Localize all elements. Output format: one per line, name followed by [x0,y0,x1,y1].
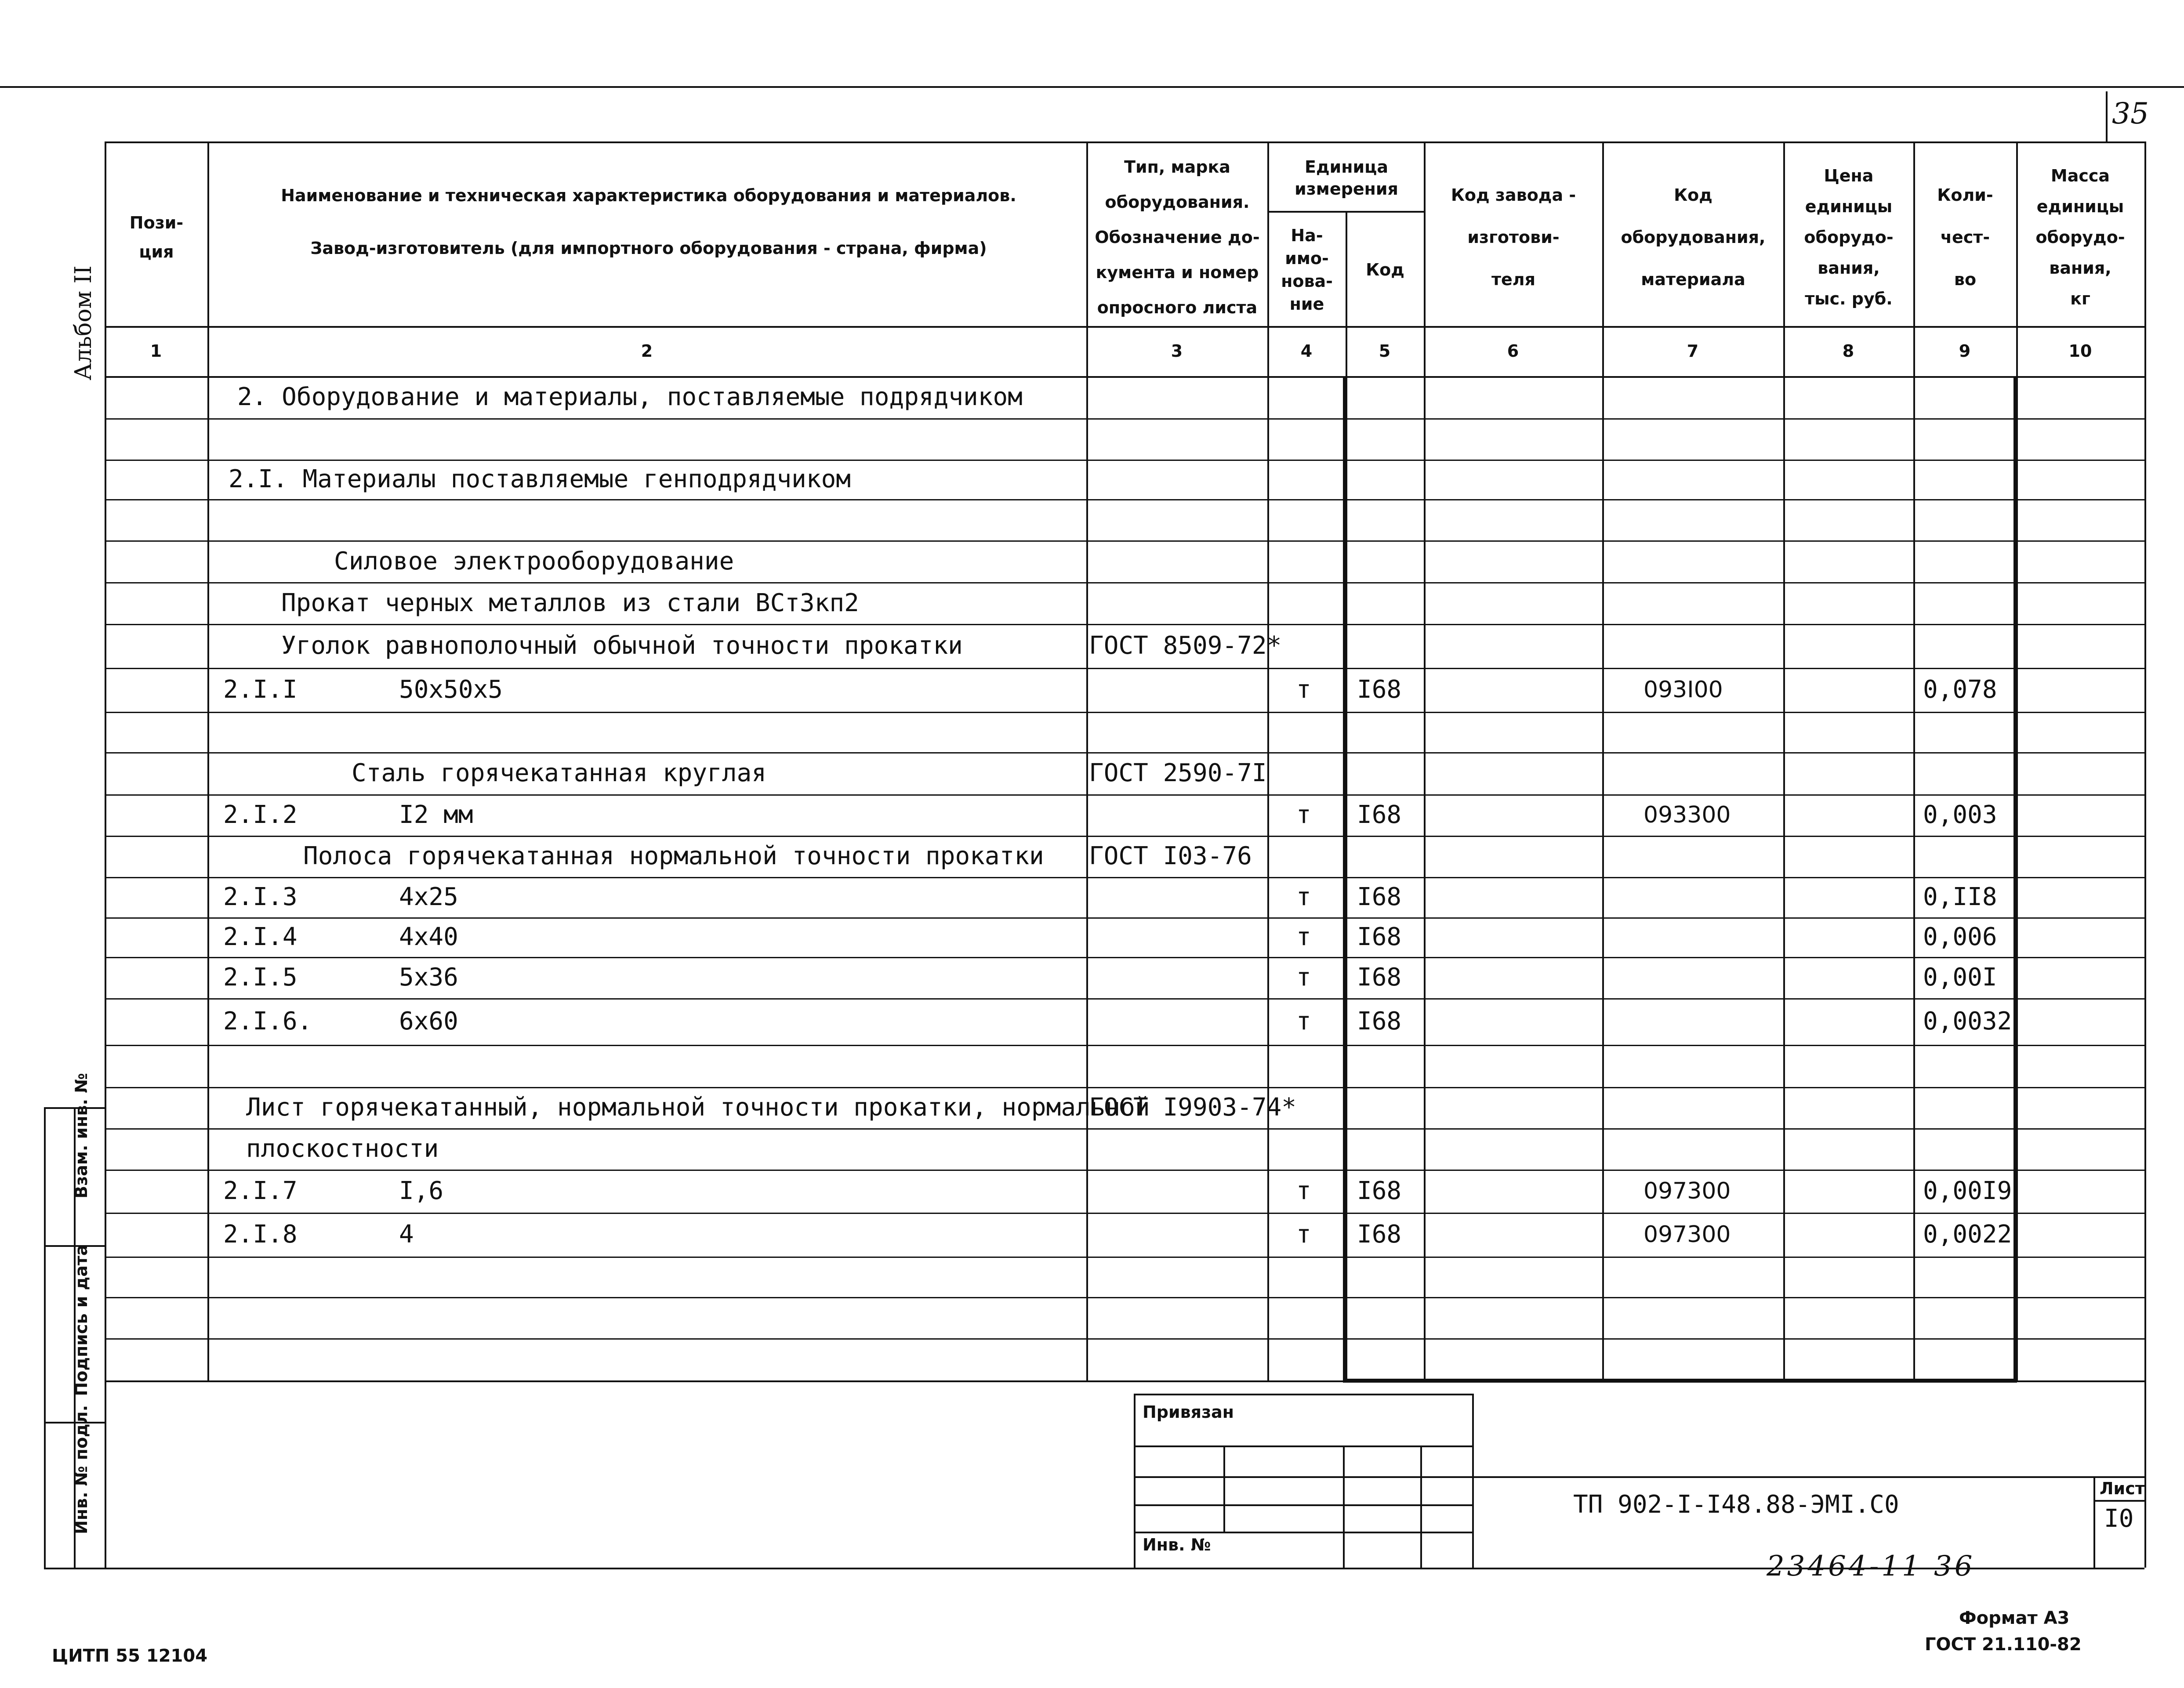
side-stamp-left [44,1107,46,1568]
cell-quantity: 0,006 [1923,923,1997,951]
side-stamp-signature-date: Подпись и дата [72,1244,91,1396]
page-top-border [0,86,2184,88]
column-number-2: 2 [641,341,653,361]
tb-col3 [1420,1445,1422,1568]
cell-name: 6х60 [399,1007,458,1036]
side-stamp-div1 [44,1245,105,1247]
row-line [105,1128,2144,1130]
cell-position: 2.I.6. [223,1007,312,1036]
row-line [105,957,2144,958]
column-number-9: 9 [1959,341,1971,361]
row-line [105,1045,2144,1046]
block-left-thick [1343,376,1347,1380]
row-line [105,1297,2144,1298]
cell-quantity: 0,078 [1923,675,1997,704]
tb-top [1134,1394,1472,1395]
document-designation: ТП 902-I-I48.88-ЭМI.С0 [1573,1490,1899,1519]
cell-unit: т [1296,883,1311,911]
handwritten-note: 23464-11 36 [1767,1550,1975,1583]
block-right-thick [2013,376,2017,1380]
cell-name: I,6 [399,1177,444,1205]
cell-unit: т [1296,1007,1311,1036]
block-bottom-thick [1343,1379,2017,1383]
cell-doc: ГОСТ 8509-72* [1089,631,1282,660]
cell-doc: ГОСТ I03-76 [1089,842,1252,870]
cell-unit-code: I68 [1357,801,1402,829]
header-col-position: Пози- ция [129,213,184,261]
cell-name: 4х25 [399,883,458,911]
cell-equipment-code: 093300 [1643,802,1731,828]
cell-unit: т [1296,1177,1311,1205]
row-line [105,499,2144,500]
cell-quantity: 0,003 [1923,801,1997,829]
cell-position: 2.I.8 [223,1220,297,1249]
row-line [105,1257,2144,1258]
sheet-number: I0 [2104,1504,2134,1533]
header-col-unit-group: Единица измерения [1295,157,1398,199]
side-stamp-vzam-inv: Взам. инв. № [72,1073,91,1199]
cell-quantity: 0,00I9 [1923,1177,2012,1205]
column-number-3: 3 [1171,341,1183,361]
cell-name: Уголок равнополочный обычной точности прокатки [281,631,963,660]
title-block-privyazan: Привязан [1143,1402,1234,1422]
row-line [105,460,2144,461]
corner-box-left [2106,91,2108,143]
header-col-name-line2: Завод-изготовитель (для импортного оборудования - страна, фирма) [310,239,987,258]
footer-gost: ГОСТ 21.110-82 [1925,1634,2082,1655]
column-number-1: 1 [150,341,162,361]
column-number-8: 8 [1842,341,1854,361]
tb-list-left [2093,1476,2095,1568]
cell-unit-code: I68 [1357,1007,1402,1036]
header-col-quantity: Коли- чест- во [1937,185,1993,289]
cell-equipment-code: 097300 [1643,1221,1731,1248]
column-number-5: 5 [1379,341,1391,361]
row-line [105,877,2144,878]
cell-quantity: 0,0022 [1923,1220,2012,1249]
row-line [105,540,2144,542]
cell-unit: т [1296,1220,1311,1249]
tb-list-div [2093,1500,2144,1502]
tb-col2 [1343,1445,1345,1568]
row-line [105,1213,2144,1214]
cell-position: 2.I.5 [223,963,297,992]
tb-right [1472,1394,1474,1568]
number-row-bottom-line [105,376,2144,378]
cell-name: Прокат черных металлов из стали ВСт3кп2 [281,588,859,617]
frame-left-lower [105,1380,106,1568]
tb-col1 [1223,1445,1225,1532]
cell-quantity: 0,II8 [1923,883,1997,911]
cell-unit-code: I68 [1357,1220,1402,1249]
column-number-7: 7 [1687,341,1699,361]
sheet-label: Лист [2100,1479,2145,1498]
tb-left [1134,1394,1136,1568]
cell-name: 2. Оборудование и материалы, поставляемые подрядчиком [237,383,1023,411]
cell-unit-code: I68 [1357,963,1402,992]
cell-name: 2.I. Материалы поставляемые генподрядчиком [229,465,851,493]
frame-right-lower [2144,1380,2146,1568]
row-line [105,668,2144,669]
column-number-4: 4 [1300,341,1313,361]
row-line [105,752,2144,753]
cell-name: 5х36 [399,963,458,992]
cell-name: I2 мм [399,801,473,829]
cell-unit: т [1296,801,1311,829]
footer-format: Формат А3 [1959,1608,2070,1628]
cell-name: Полоса горячекатанная нормальной точности прокатки [303,842,1044,870]
cell-unit-code: I68 [1357,923,1402,951]
row-line [105,1338,2144,1340]
cell-position: 2.I.4 [223,923,297,951]
sheet-corner-number: 35 [2112,97,2149,130]
row-line [105,1170,2144,1171]
side-stamp-inv-original: Инв. № подл. [72,1405,91,1535]
cell-position: 2.I.2 [223,801,297,829]
header-col-price: Цена единицы оборудо- вания, тыс. руб. [1804,166,1894,308]
row-line [105,418,2144,420]
cell-quantity: 0,0032 [1923,1007,2012,1036]
cell-doc: ГОСТ I9903-74* [1089,1093,1297,1122]
cell-unit: т [1296,675,1311,704]
row-line [105,624,2144,625]
cell-unit: т [1296,963,1311,992]
cell-name: Лист горячекатанный, нормальной точности прокатки, нормальной [246,1093,1150,1122]
row-line [105,1087,2144,1088]
header-col-mass: Масса единицы оборудо- вания, кг [2035,166,2125,308]
album-label: Альбом II [70,265,97,380]
row-line [105,836,2144,837]
cell-name: 4х40 [399,923,458,951]
cell-unit-code: I68 [1357,675,1402,704]
row-line [105,998,2144,1000]
cell-unit: т [1296,923,1311,951]
cell-name: 50х50х5 [399,675,503,704]
side-stamp-mid [74,1107,76,1568]
cell-name: плоскостности [246,1134,439,1163]
row-line [105,582,2144,583]
header-col-unit-code: Код [1366,260,1404,279]
header-col-name: Наименование и техническая характеристика оборудования и материалов. [281,186,1016,205]
column-number-10: 10 [2068,341,2092,361]
row-line [105,794,2144,796]
title-block-inv-no: Инв. № [1143,1535,1211,1554]
header-col-unit-name: На- имо- нова- ние [1281,226,1333,314]
cell-name: Силовое электрооборудование [334,547,734,576]
tb-row2 [1134,1476,2144,1478]
header-col-equipment-code: Код оборудования, материала [1621,185,1766,289]
table-top-line [105,141,2144,143]
cell-doc: ГОСТ 2590-7I [1089,759,1267,787]
cell-position: 2.I.7 [223,1177,297,1205]
header-col-type-doc: Тип, марка оборудования. Обозначение до- кумента и номер опросного листа [1095,157,1260,317]
footer-tsitp: ЦИТП 55 12104 [52,1646,208,1666]
column-line [2144,141,2146,1380]
cell-position: 2.I.3 [223,883,297,911]
cell-equipment-code: 097300 [1643,1178,1731,1204]
cell-name: Сталь горячекатанная круглая [352,759,767,787]
column-number-6: 6 [1507,341,1519,361]
row-line [105,917,2144,919]
frame-bottom-line [44,1568,2144,1569]
side-stamp-top [44,1107,105,1109]
header-col-plant-code: Код завода - изготови- теля [1451,185,1576,289]
cell-equipment-code: 093I00 [1643,677,1723,703]
cell-unit-code: I68 [1357,1177,1402,1205]
cell-name: 4 [399,1220,414,1249]
cell-quantity: 0,00I [1923,963,1997,992]
side-stamp-div2 [44,1422,105,1424]
cell-unit-code: I68 [1357,883,1402,911]
row-line [105,712,2144,713]
cell-position: 2.I.I [223,675,297,704]
